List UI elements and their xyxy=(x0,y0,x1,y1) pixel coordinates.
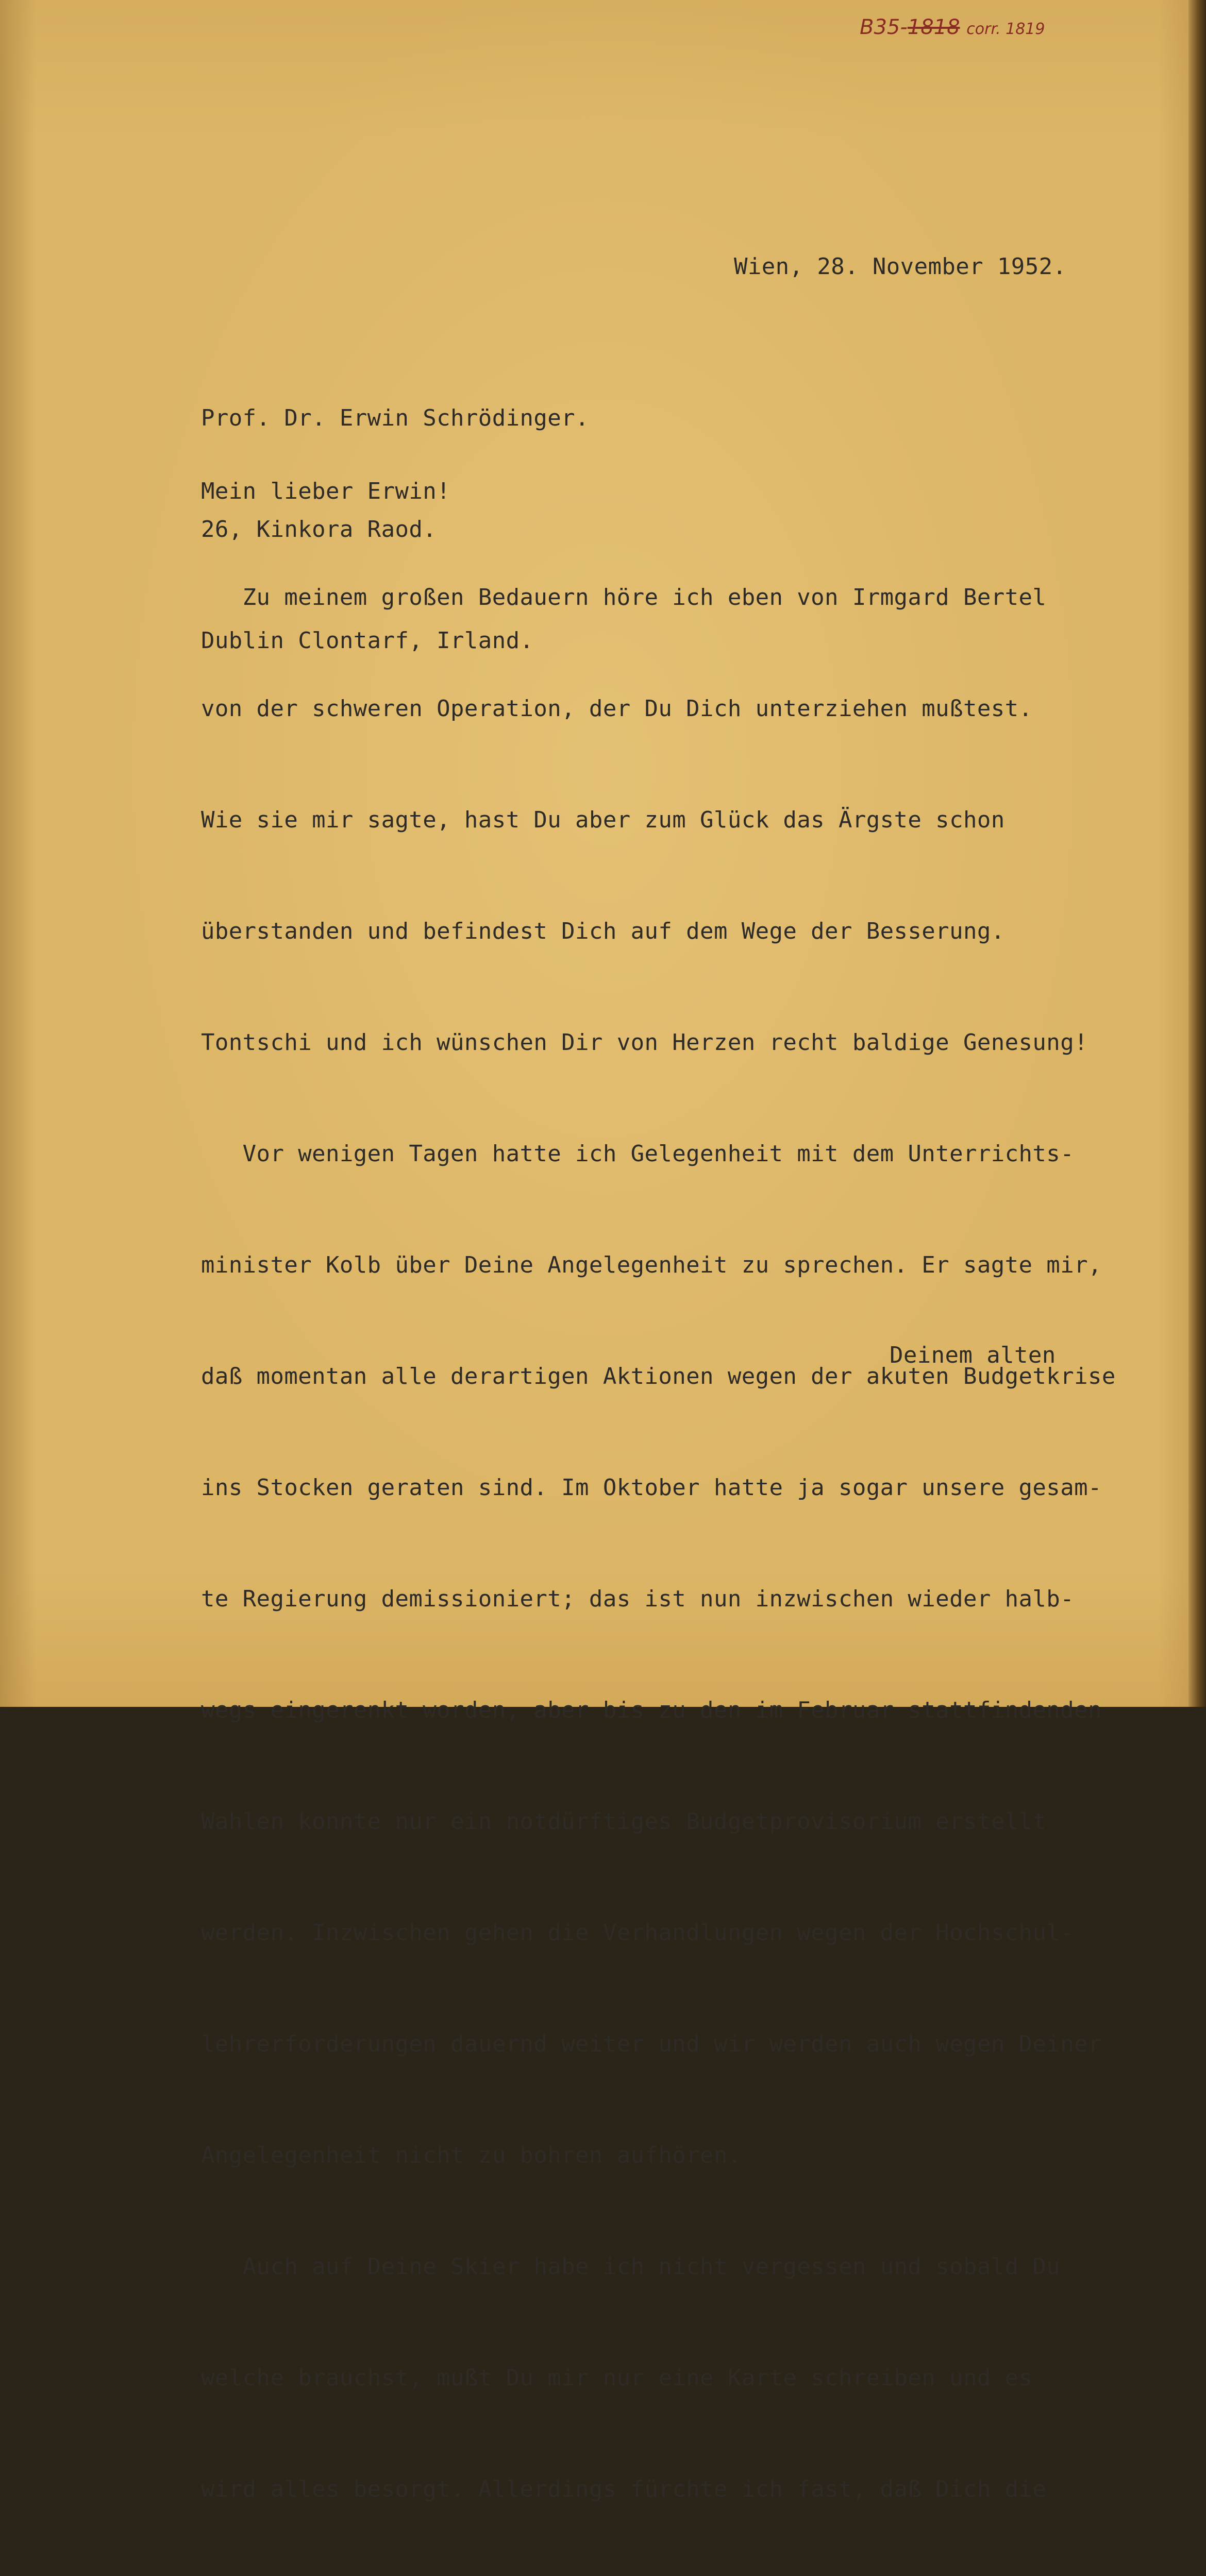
body-line: minister Kolb über Deine Angelegenheit zu sprechen. Er sagte mir, xyxy=(201,1252,1102,1278)
archive-mark-correction: corr. 1819 xyxy=(966,20,1045,38)
archive-reference-mark xyxy=(860,9,1097,45)
closing-phrase: Deinem alten xyxy=(890,1342,1056,1368)
body-line: Wahlen konnte nur ein notdürftiges Budgetprovisorium erstellt xyxy=(201,1808,1047,1835)
address-line: Dublin Clontarf, Irland. xyxy=(201,628,534,654)
archive-mark-prefix: B35- xyxy=(860,15,908,39)
body-line: Angelegenheit nicht zu bohren aufhören. xyxy=(201,2142,742,2168)
page-edge-shadow xyxy=(1188,0,1206,1707)
body-line: Zu meinem großen Bedauern höre ich eben von Irmgard Bertel xyxy=(201,584,1047,611)
body-line: Vor wenigen Tagen hatte ich Gelegenheit mit dem Unterrichts- xyxy=(201,1141,1075,1167)
body-line: wegs eingerenkt worden, aber bis zu den im Februar stattfindenden xyxy=(201,1697,1102,1723)
body-line: werden. Inzwischen gehen die Verhandlungen wegen der Hochschul- xyxy=(201,1920,1075,1946)
address-line: 26, Kinkora Raod. xyxy=(201,516,437,543)
body-line: ins Stocken geraten sind. Im Oktober hatte ja sogar unsere gesam- xyxy=(201,1475,1102,1501)
letter-date: Wien, 28. November 1952. xyxy=(734,253,1067,280)
body-line: von der schweren Operation, der Du Dich unterziehen mußtest. xyxy=(201,696,1033,722)
salutation: Mein lieber Erwin! xyxy=(201,478,451,504)
body-line: wird alles besorgt. Allerdings fürchte ich fast, daß Dich die xyxy=(201,2476,1047,2502)
body-line: lehrerforderungen dauernd weiter und wir werden auch wegen Deiner xyxy=(201,2031,1102,2057)
archive-mark-struck-number: 1818 xyxy=(907,15,960,39)
body-line: Wie sie mir sagte, hast Du aber zum Glück das Ärgste schon xyxy=(201,807,1005,833)
body-line: Tontschi und ich wünschen Dir von Herzen recht baldige Genesung! xyxy=(201,1029,1088,1056)
address-line: Prof. Dr. Erwin Schrödinger. xyxy=(201,405,589,431)
body-line: welche brauchst, mußt Du mir nur eine Karte schreiben und es xyxy=(201,2365,1033,2391)
body-line: Auch auf Deine Skier habe ich nicht vergessen und sobald Du xyxy=(201,2253,1061,2280)
body-line: daß momentan alle derartigen Aktionen wegen der akuten Budgetkrise xyxy=(201,1363,1116,1389)
letter-body xyxy=(201,505,1116,2576)
body-line: überstanden und befindest Dich auf dem Wege der Besserung. xyxy=(201,918,1005,944)
body-line: te Regierung demissioniert; das ist nun inzwischen wieder halb- xyxy=(201,1586,1075,1612)
